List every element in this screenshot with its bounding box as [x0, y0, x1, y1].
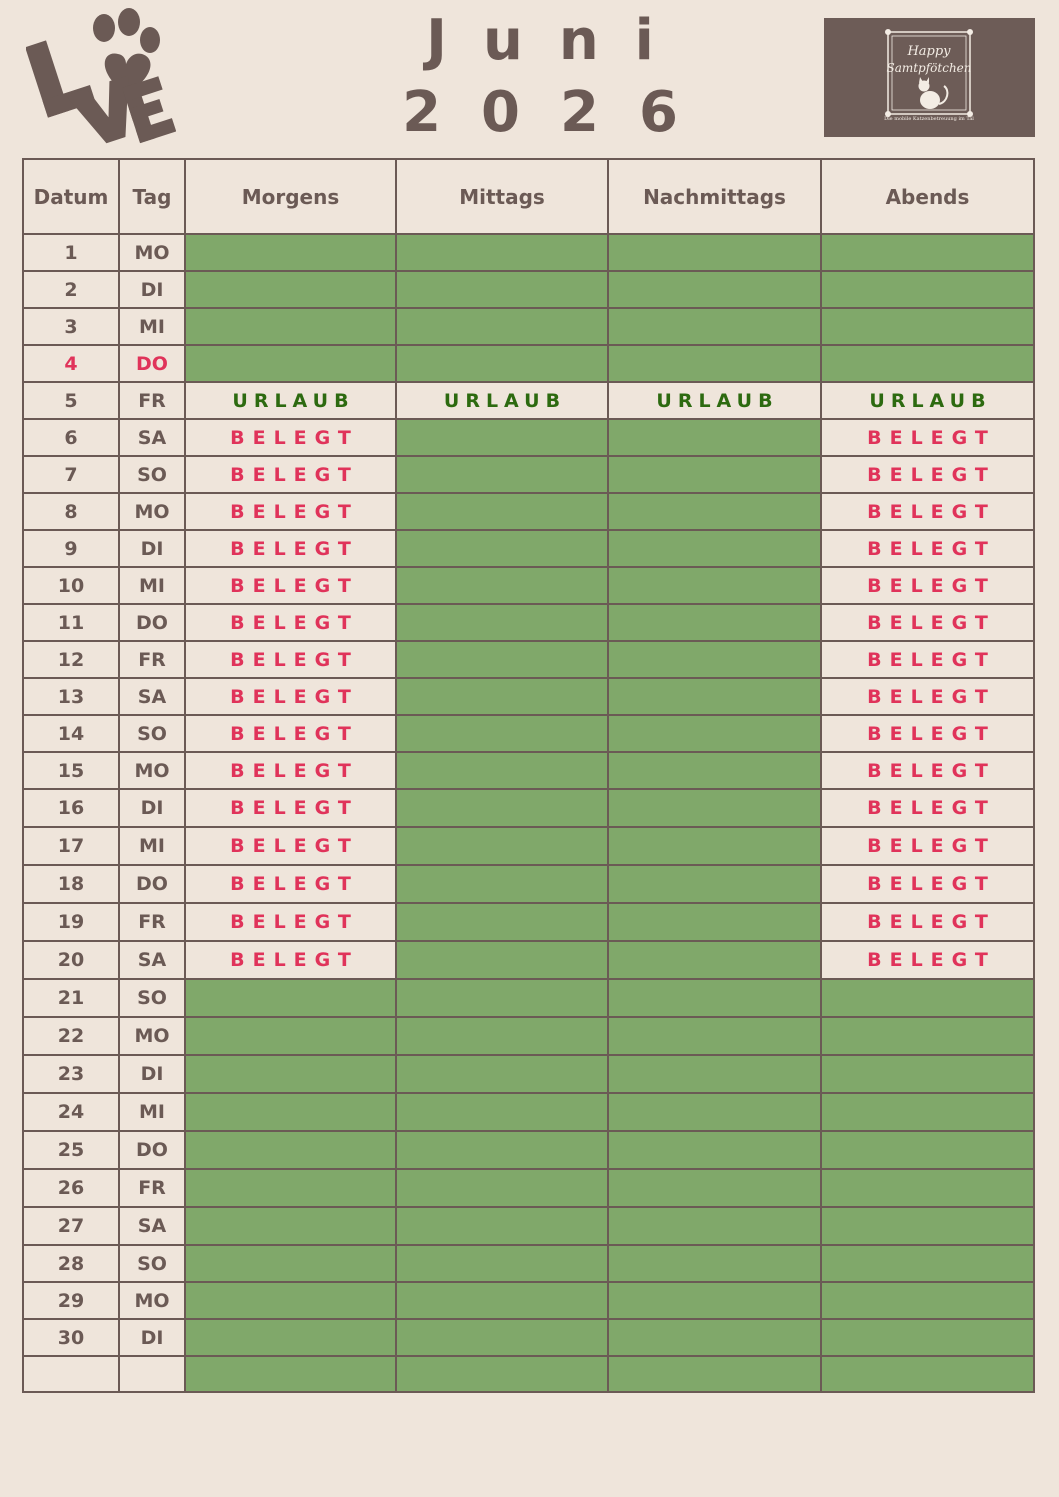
slot-morning-belegt: BELEGT	[185, 827, 396, 865]
slot-afternoon-free	[608, 1207, 821, 1245]
slot-afternoon-free	[608, 1055, 821, 1093]
slot-evening-free	[821, 1017, 1034, 1055]
weekday-cell: SA	[119, 1207, 185, 1245]
slot-morning-belegt: BELEGT	[185, 752, 396, 789]
slot-noon-free	[396, 1207, 608, 1245]
weekday-cell: SO	[119, 456, 185, 493]
weekday-cell: SA	[119, 941, 185, 979]
slot-afternoon-free	[608, 903, 821, 941]
date-cell: 21	[23, 979, 119, 1017]
weekday-cell: DI	[119, 271, 185, 308]
slot-evening-free	[821, 1207, 1034, 1245]
slot-evening-belegt: BELEGT	[821, 715, 1034, 752]
slot-afternoon-free	[608, 345, 821, 382]
slot-noon-free	[396, 1055, 608, 1093]
slot-afternoon-free	[608, 1319, 821, 1356]
slot-afternoon-free	[608, 715, 821, 752]
table-row	[23, 604, 1034, 641]
slot-noon-free	[396, 678, 608, 715]
weekday-cell: FR	[119, 1169, 185, 1207]
date-cell: 2	[23, 271, 119, 308]
slot-noon-free	[396, 1282, 608, 1319]
slot-afternoon-free	[608, 979, 821, 1017]
table-row	[23, 1017, 1034, 1055]
slot-morning-free	[185, 308, 396, 345]
date-cell: 16	[23, 789, 119, 827]
slot-afternoon-free	[608, 456, 821, 493]
brand-tagline: Die mobile Katzenbetreuung im Tal	[884, 116, 974, 122]
slot-afternoon-urlaub: URLAUB	[608, 382, 821, 419]
column-header-date: Datum	[23, 159, 119, 234]
slot-noon-free	[396, 271, 608, 308]
table-row	[23, 308, 1034, 345]
month-title: Juni	[426, 8, 690, 73]
slot-noon-free	[396, 979, 608, 1017]
slot-morning-free	[185, 345, 396, 382]
slot-noon-free	[396, 1245, 608, 1282]
date-cell: 11	[23, 604, 119, 641]
weekday-cell: MI	[119, 1093, 185, 1131]
date-cell: 30	[23, 1319, 119, 1356]
slot-evening-free	[821, 345, 1034, 382]
table-row	[23, 271, 1034, 308]
table-row	[23, 1282, 1034, 1319]
weekday-cell: DO	[119, 345, 185, 382]
slot-morning-belegt: BELEGT	[185, 641, 396, 678]
weekday-cell: DI	[119, 530, 185, 567]
weekday-cell: DI	[119, 1055, 185, 1093]
slot-noon-free	[396, 641, 608, 678]
date-cell: 20	[23, 941, 119, 979]
slot-morning-belegt: BELEGT	[185, 903, 396, 941]
slot-noon-free	[396, 1356, 608, 1392]
slot-afternoon-free	[608, 567, 821, 604]
table-header-row	[23, 159, 1034, 234]
table-row	[23, 641, 1034, 678]
slot-noon-free	[396, 1093, 608, 1131]
slot-evening-belegt: BELEGT	[821, 456, 1034, 493]
page-header	[0, 0, 1059, 158]
slot-evening-belegt: BELEGT	[821, 530, 1034, 567]
date-cell: 13	[23, 678, 119, 715]
slot-evening-belegt: BELEGT	[821, 941, 1034, 979]
slot-morning-urlaub: URLAUB	[185, 382, 396, 419]
slot-noon-free	[396, 530, 608, 567]
slot-evening-belegt: BELEGT	[821, 865, 1034, 903]
weekday-cell: SA	[119, 678, 185, 715]
weekday-cell: MI	[119, 308, 185, 345]
slot-evening-free	[821, 271, 1034, 308]
slot-afternoon-free	[608, 1356, 821, 1392]
table-row	[23, 1055, 1034, 1093]
slot-evening-belegt: BELEGT	[821, 752, 1034, 789]
year-title: 2026	[402, 80, 718, 145]
weekday-cell: SO	[119, 979, 185, 1017]
table-row	[23, 715, 1034, 752]
weekday-cell: MI	[119, 827, 185, 865]
slot-evening-belegt: BELEGT	[821, 493, 1034, 530]
slot-noon-free	[396, 715, 608, 752]
slot-afternoon-free	[608, 419, 821, 456]
weekday-cell: MO	[119, 1282, 185, 1319]
slot-noon-urlaub: URLAUB	[396, 382, 608, 419]
brand-name-line2: Samtpfötchen	[886, 61, 972, 75]
table-row	[23, 1319, 1034, 1356]
slot-noon-free	[396, 604, 608, 641]
slot-afternoon-free	[608, 641, 821, 678]
slot-morning-belegt: BELEGT	[185, 419, 396, 456]
weekday-cell: DI	[119, 1319, 185, 1356]
table-row	[23, 234, 1034, 271]
table-row	[23, 903, 1034, 941]
weekday-cell: DO	[119, 865, 185, 903]
weekday-cell: MO	[119, 493, 185, 530]
table-row	[23, 1245, 1034, 1282]
column-header-afternoon: Nachmittags	[608, 159, 821, 234]
slot-noon-free	[396, 345, 608, 382]
slot-noon-free	[396, 1319, 608, 1356]
slot-evening-free	[821, 1131, 1034, 1169]
slot-morning-belegt: BELEGT	[185, 941, 396, 979]
slot-afternoon-free	[608, 271, 821, 308]
weekday-cell: MO	[119, 1017, 185, 1055]
slot-evening-free	[821, 1055, 1034, 1093]
schedule-body	[23, 234, 1034, 1392]
date-cell: 5	[23, 382, 119, 419]
slot-morning-free	[185, 234, 396, 271]
slot-evening-free	[821, 1169, 1034, 1207]
slot-morning-free	[185, 1207, 396, 1245]
weekday-cell: SO	[119, 715, 185, 752]
table-row	[23, 382, 1034, 419]
slot-noon-free	[396, 493, 608, 530]
table-row	[23, 827, 1034, 865]
slot-evening-free	[821, 234, 1034, 271]
slot-evening-belegt: BELEGT	[821, 641, 1034, 678]
brand-frame-ornament	[884, 28, 974, 126]
slot-morning-free	[185, 1356, 396, 1392]
date-cell: 22	[23, 1017, 119, 1055]
brand-name-line1: Happy	[907, 44, 951, 59]
slot-noon-free	[396, 419, 608, 456]
slot-evening-free	[821, 1282, 1034, 1319]
slot-afternoon-free	[608, 604, 821, 641]
slot-noon-free	[396, 1131, 608, 1169]
slot-noon-free	[396, 827, 608, 865]
date-cell: 15	[23, 752, 119, 789]
slot-evening-belegt: BELEGT	[821, 827, 1034, 865]
date-cell: 7	[23, 456, 119, 493]
weekday-cell: MI	[119, 567, 185, 604]
date-cell: 23	[23, 1055, 119, 1093]
slot-morning-belegt: BELEGT	[185, 678, 396, 715]
slot-morning-belegt: BELEGT	[185, 493, 396, 530]
slot-morning-free	[185, 271, 396, 308]
slot-afternoon-free	[608, 1017, 821, 1055]
slot-evening-belegt: BELEGT	[821, 419, 1034, 456]
slot-afternoon-free	[608, 493, 821, 530]
slot-evening-free	[821, 1356, 1034, 1392]
slot-morning-belegt: BELEGT	[185, 530, 396, 567]
slot-afternoon-free	[608, 1093, 821, 1131]
weekday-cell: MO	[119, 752, 185, 789]
slot-morning-free	[185, 1131, 396, 1169]
slot-morning-free	[185, 1319, 396, 1356]
date-cell: 18	[23, 865, 119, 903]
weekday-cell: FR	[119, 382, 185, 419]
slot-evening-urlaub: URLAUB	[821, 382, 1034, 419]
slot-noon-free	[396, 456, 608, 493]
slot-morning-free	[185, 1169, 396, 1207]
table-row	[23, 567, 1034, 604]
slot-noon-free	[396, 865, 608, 903]
slot-evening-belegt: BELEGT	[821, 903, 1034, 941]
slot-evening-belegt: BELEGT	[821, 789, 1034, 827]
date-cell: 10	[23, 567, 119, 604]
slot-afternoon-free	[608, 752, 821, 789]
date-cell: 26	[23, 1169, 119, 1207]
slot-noon-free	[396, 1169, 608, 1207]
slot-afternoon-free	[608, 789, 821, 827]
weekday-cell: FR	[119, 641, 185, 678]
date-cell: 1	[23, 234, 119, 271]
table-row	[23, 493, 1034, 530]
table-row	[23, 1093, 1034, 1131]
slot-afternoon-free	[608, 1282, 821, 1319]
slot-morning-free	[185, 1245, 396, 1282]
slot-afternoon-free	[608, 1245, 821, 1282]
slot-morning-free	[185, 979, 396, 1017]
slot-morning-belegt: BELEGT	[185, 604, 396, 641]
table-row	[23, 456, 1034, 493]
slot-noon-free	[396, 308, 608, 345]
column-header-noon: Mittags	[396, 159, 608, 234]
slot-noon-free	[396, 1017, 608, 1055]
slot-morning-free	[185, 1282, 396, 1319]
date-cell: 19	[23, 903, 119, 941]
table-row	[23, 941, 1034, 979]
slot-morning-free	[185, 1055, 396, 1093]
slot-afternoon-free	[608, 308, 821, 345]
column-header-evening: Abends	[821, 159, 1034, 234]
column-header-morning: Morgens	[185, 159, 396, 234]
date-cell: 28	[23, 1245, 119, 1282]
weekday-cell: SA	[119, 419, 185, 456]
slot-evening-free	[821, 308, 1034, 345]
love-paw-logo	[26, 6, 176, 151]
date-cell: 3	[23, 308, 119, 345]
table-row	[23, 530, 1034, 567]
slot-afternoon-free	[608, 1131, 821, 1169]
date-cell: 6	[23, 419, 119, 456]
date-cell: 4	[23, 345, 119, 382]
table-row	[23, 1169, 1034, 1207]
slot-morning-belegt: BELEGT	[185, 789, 396, 827]
weekday-cell	[119, 1356, 185, 1392]
table-row	[23, 419, 1034, 456]
slot-noon-free	[396, 941, 608, 979]
slot-evening-free	[821, 1093, 1034, 1131]
date-cell: 8	[23, 493, 119, 530]
slot-morning-belegt: BELEGT	[185, 456, 396, 493]
column-header-day: Tag	[119, 159, 185, 234]
weekday-cell: FR	[119, 903, 185, 941]
table-row	[23, 752, 1034, 789]
slot-noon-free	[396, 903, 608, 941]
date-cell: 9	[23, 530, 119, 567]
slot-afternoon-free	[608, 234, 821, 271]
weekday-cell: SO	[119, 1245, 185, 1282]
slot-evening-belegt: BELEGT	[821, 678, 1034, 715]
slot-afternoon-free	[608, 1169, 821, 1207]
slot-evening-belegt: BELEGT	[821, 567, 1034, 604]
date-cell: 17	[23, 827, 119, 865]
table-row	[23, 1207, 1034, 1245]
date-cell: 12	[23, 641, 119, 678]
slot-morning-belegt: BELEGT	[185, 715, 396, 752]
date-cell	[23, 1356, 119, 1392]
slot-afternoon-free	[608, 865, 821, 903]
slot-morning-belegt: BELEGT	[185, 865, 396, 903]
date-cell: 24	[23, 1093, 119, 1131]
table-row	[23, 1356, 1034, 1392]
slot-morning-free	[185, 1017, 396, 1055]
slot-morning-belegt: BELEGT	[185, 567, 396, 604]
schedule-table	[22, 158, 1035, 1393]
date-cell: 29	[23, 1282, 119, 1319]
slot-noon-free	[396, 234, 608, 271]
weekday-cell: DO	[119, 604, 185, 641]
table-row	[23, 678, 1034, 715]
slot-evening-free	[821, 979, 1034, 1017]
slot-afternoon-free	[608, 827, 821, 865]
table-row	[23, 345, 1034, 382]
slot-evening-belegt: BELEGT	[821, 604, 1034, 641]
slot-evening-free	[821, 1319, 1034, 1356]
weekday-cell: MO	[119, 234, 185, 271]
table-row	[23, 789, 1034, 827]
table-row	[23, 1131, 1034, 1169]
weekday-cell: DI	[119, 789, 185, 827]
slot-afternoon-free	[608, 678, 821, 715]
slot-noon-free	[396, 752, 608, 789]
slot-afternoon-free	[608, 941, 821, 979]
weekday-cell: DO	[119, 1131, 185, 1169]
slot-noon-free	[396, 789, 608, 827]
date-cell: 14	[23, 715, 119, 752]
date-cell: 27	[23, 1207, 119, 1245]
slot-noon-free	[396, 567, 608, 604]
slot-evening-free	[821, 1245, 1034, 1282]
table-row	[23, 979, 1034, 1017]
date-cell: 25	[23, 1131, 119, 1169]
table-row	[23, 865, 1034, 903]
slot-afternoon-free	[608, 530, 821, 567]
slot-morning-free	[185, 1093, 396, 1131]
